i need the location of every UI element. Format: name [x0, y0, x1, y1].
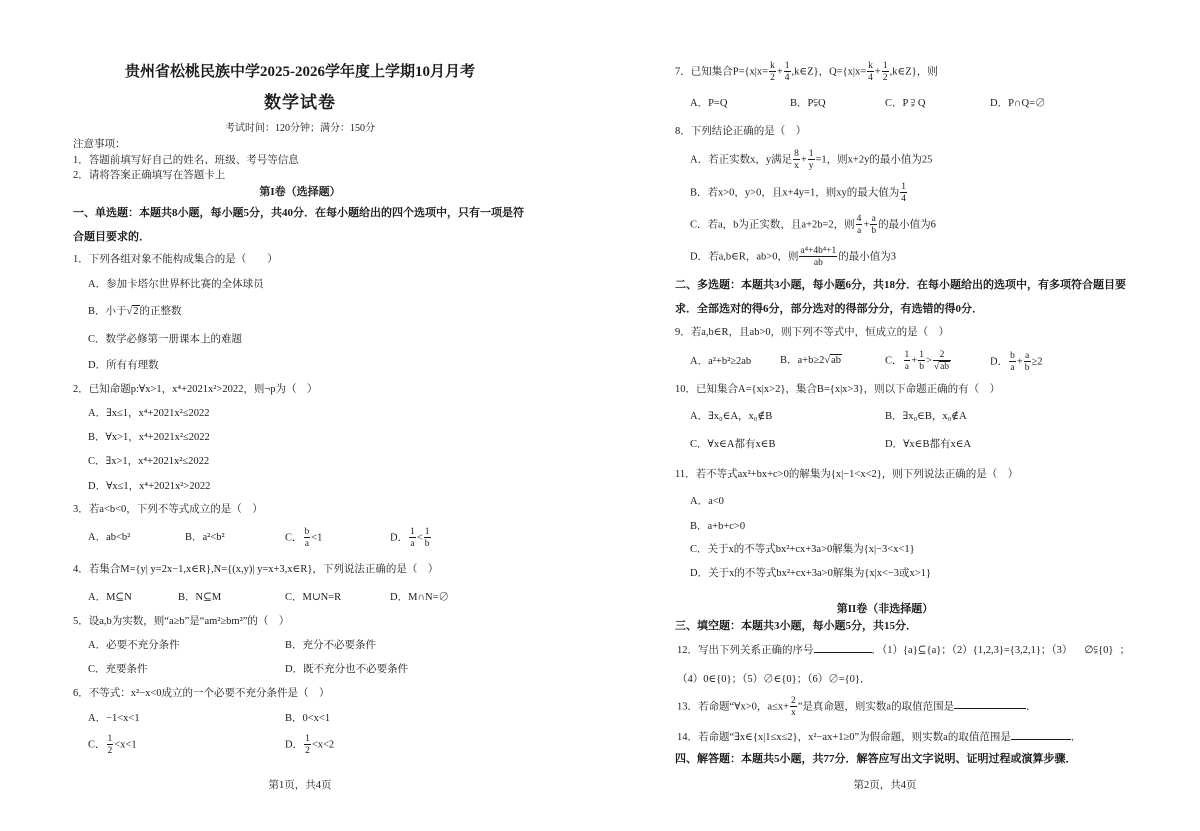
question-stem: 4．若集合M={y| y=2x−1,x∈R},N={(x,y)| y=x+3,x∈R}，下列说法正确的是（ ）	[73, 564, 439, 575]
question-stem	[675, 61, 938, 83]
denominator: b	[424, 539, 430, 549]
stem-text: 14．若命题“∃x∈{x|1≤x≤2}，x²−ax+1≥0”为假命题，则实数a的取值范围是	[677, 732, 1011, 743]
option-b: B．∃x₀∈B，x₀∉A	[885, 411, 967, 422]
square-root	[934, 362, 950, 372]
option-b	[88, 305, 182, 319]
option-b: B．N⊆M	[178, 592, 222, 603]
stem-text: 7．已知集合P={x|x=	[675, 66, 769, 78]
denominator: b	[919, 362, 924, 372]
denominator: y	[808, 161, 814, 171]
option-text: >	[925, 355, 932, 367]
denominator: x	[791, 708, 796, 718]
option-text: <1	[311, 532, 323, 544]
stem-text: ．	[1070, 732, 1082, 743]
denominator: a	[904, 362, 909, 372]
question-stem	[677, 728, 1081, 745]
question-stem	[677, 641, 1130, 658]
denominator: 4	[901, 194, 906, 204]
numerator: 1	[424, 527, 430, 537]
question-stem: 8．下列结论正确的是（ ）	[675, 126, 807, 137]
numerator: 4	[856, 214, 862, 224]
fraction	[799, 246, 837, 268]
fraction	[784, 61, 791, 83]
option-a: A．ab<b²	[88, 532, 131, 543]
option-a: A．必要不充分条件	[88, 640, 180, 651]
fraction	[882, 61, 889, 83]
page-footer: 第2页，共4页	[853, 780, 917, 791]
option-d	[390, 527, 432, 549]
stem-text: ．（1）{a}⊆{a}；（2）{1,2,3}={3,2,1}；（3）	[871, 645, 1073, 656]
stem-text: ”是真命题，则实数a的取值范围是	[797, 701, 955, 713]
question-stem: 1．下列各组对象不能构成集合的是（ ）	[73, 254, 278, 265]
option-text: <	[416, 532, 423, 544]
question-stem-continued: （4）0∈{0}；（5）∅∈{0}；（6）∅={0}．	[677, 674, 871, 685]
denominator: ab	[813, 258, 823, 268]
option-text: C．	[285, 532, 303, 544]
option-text: C．	[88, 739, 106, 751]
numerator: a	[871, 214, 876, 224]
denominator: a	[856, 226, 862, 236]
option-c	[885, 350, 952, 372]
option-a: A．P=Q	[690, 98, 728, 109]
fraction	[918, 350, 925, 372]
numerator: 1	[784, 61, 790, 71]
radicand: ab	[940, 362, 950, 372]
section-heading: 三、填空题：本题共3小题，每小题5分，共15分．	[675, 620, 917, 632]
numerator: 1	[919, 350, 924, 360]
stem-text: 12．写出下列关系正确的序号	[677, 645, 814, 656]
notice-item: 1．答题前填写好自己的姓名、班级、考号等信息	[73, 155, 299, 166]
option-c: C．P ⫌ Q	[885, 98, 926, 109]
denominator	[933, 361, 951, 372]
option-c	[285, 527, 322, 549]
section-heading: 一、单选题：本题共8小题，每小题5分，共40分．在每小题给出的四个选项中，只有一项是符	[73, 207, 524, 219]
numerator: 2	[933, 350, 951, 361]
option-text: 的正整数	[139, 306, 182, 317]
question-stem: 5．设a,b为实数，则“a≥b”是“am²≥bm²”的（ ）	[73, 616, 290, 627]
stem-text: 13．若命题“∀x>0，a≤x+	[677, 701, 790, 713]
option-c: C．数学必修第一册课本上的难题	[88, 334, 243, 345]
option-c: C．关于x的不等式bx²+cx+3a>0解集为{x|−3<x<1}	[690, 544, 915, 555]
question-stem	[677, 696, 1037, 718]
fraction	[793, 149, 800, 171]
numerator: 1	[410, 527, 415, 537]
fraction	[1024, 351, 1031, 373]
part-heading: 第I卷（选择题）	[259, 186, 341, 198]
option-d: D．P∩Q=∅	[990, 98, 1046, 109]
numerator: a⁴+4b⁴+1	[800, 246, 837, 256]
option-d: D．关于x的不等式bx²+cx+3a>0解集为{x|x<−3或x>1}	[690, 568, 932, 579]
numerator: 1	[305, 734, 310, 744]
option-text: 的最小值为6	[878, 219, 936, 231]
option-text: 的最小值为3	[838, 251, 897, 263]
answer-blank	[814, 641, 872, 653]
numerator: 1	[901, 182, 906, 192]
fraction	[1009, 351, 1016, 373]
numerator: 8	[794, 149, 799, 159]
option-text: <x<2	[311, 739, 335, 751]
option-text: +	[863, 219, 870, 231]
stem-text: ∅⫋{0}	[1084, 645, 1114, 656]
fraction	[304, 527, 311, 549]
option-b	[690, 182, 908, 204]
question-stem: 11．若不等式ax²+bx+c>0的解集为{x|−1<x<2}，则下列说法正确的是（ ）	[675, 469, 1019, 480]
stem-text: ,k∈Z}，Q={x|x=	[791, 66, 867, 78]
denominator: b	[871, 226, 877, 236]
radical-sign: √	[933, 362, 940, 372]
option-c	[690, 214, 936, 236]
option-text: C．	[885, 355, 903, 367]
fraction	[870, 214, 877, 236]
option-d	[285, 734, 334, 756]
numerator: b	[304, 527, 310, 537]
numerator: a	[1025, 351, 1030, 361]
fraction	[409, 527, 416, 549]
option-b	[780, 354, 842, 368]
stem-text: +	[874, 66, 881, 78]
option-c: C．∃x>1，x⁴+2021x²≤2022	[88, 456, 210, 467]
stem-text: ．	[1026, 701, 1037, 713]
section-heading-continued: 求．全部选对的得6分，部分选对的得部分分，有选错的得0分．	[675, 303, 983, 315]
section-heading-continued: 合题目要求的．	[73, 231, 150, 243]
denominator: 4	[784, 73, 790, 83]
part-heading: 第II卷（非选择题）	[836, 603, 934, 615]
option-text: A．若正实数x，y满足	[690, 154, 793, 166]
denominator: 4	[868, 73, 873, 83]
fraction	[933, 350, 951, 372]
option-d	[990, 351, 1043, 373]
denominator: 2	[305, 746, 310, 756]
option-b: B．∀x>1，x⁴+2021x²≤2022	[88, 432, 210, 443]
option-text: =1，则x+2y的最小值为25	[815, 154, 933, 166]
section-heading: 四、解答题：本题共5小题，共77分．解答应写出文字说明、证明过程或演算步骤．	[675, 753, 1077, 765]
numerator: k	[868, 61, 873, 71]
numerator: 1	[808, 149, 814, 159]
option-d: D．∀x≤1，x⁴+2021x²>2022	[88, 481, 211, 492]
option-text: +	[1016, 356, 1023, 368]
option-a: A．参加卡塔尔世界杯比赛的全体球员	[88, 279, 264, 290]
option-a: A．−1<x<1	[88, 713, 140, 724]
option-c: C．充要条件	[88, 664, 148, 675]
option-text: B．a+b≥2	[780, 355, 825, 366]
fraction	[808, 149, 815, 171]
option-text: +	[800, 154, 807, 166]
option-d: D．∀x∈B都有x∈A	[885, 439, 972, 450]
option-text: D．	[990, 356, 1009, 368]
denominator: x	[794, 161, 799, 171]
denominator: a	[304, 539, 309, 549]
option-d	[690, 246, 896, 268]
exam-title: 贵州省松桃民族中学2025-2026学年度上学期10月月考	[125, 64, 475, 80]
option-b: B．a+b+c>0	[690, 521, 746, 532]
option-a: A．M⊆N	[88, 592, 132, 603]
notice-heading: 注意事项：	[73, 139, 126, 150]
fraction	[304, 734, 311, 756]
exam-subtitle: 数学试卷	[264, 93, 336, 112]
fraction	[900, 182, 907, 204]
radical-sign: √	[824, 355, 831, 366]
numerator: 1	[882, 61, 888, 71]
numerator: 2	[791, 696, 796, 706]
option-a: A．a<0	[690, 496, 724, 507]
denominator: a	[1010, 363, 1015, 373]
option-a: A．a²+b²≥2ab	[690, 356, 752, 367]
question-stem: 2．已知命题p:∀x>1，x⁴+2021x²>2022，则¬p为（ ）	[73, 384, 318, 395]
option-a: A．∃x≤1，x⁴+2021x²≤2022	[88, 408, 210, 419]
option-text: B．小于	[88, 306, 127, 317]
option-a	[690, 149, 932, 171]
square-root	[127, 305, 140, 319]
section-heading: 二、多选题：本题共3小题，每小题6分，共18分．在每小题给出的选项中，有多项符合题目要	[675, 279, 1126, 291]
question-stem: 3．若a<b<0，下列不等式成立的是（ ）	[73, 504, 263, 515]
option-text: D．	[285, 739, 304, 751]
option-text: D．	[390, 532, 409, 544]
fraction	[790, 696, 797, 718]
answer-blank	[954, 697, 1026, 709]
option-c: C．∀x∈A都有x∈B	[690, 439, 776, 450]
numerator: b	[1010, 351, 1015, 361]
denominator: a	[410, 539, 415, 549]
option-c: C．M∪N=R	[285, 592, 342, 603]
option-text: +	[911, 355, 918, 367]
stem-text: +	[776, 66, 783, 78]
option-d: D．所有有理数	[88, 360, 159, 371]
fraction	[107, 734, 114, 756]
option-b: B．充分不必要条件	[285, 640, 377, 651]
option-c	[88, 734, 137, 756]
exam-info: 考试时间：120分钟；满分：150分	[225, 123, 375, 134]
option-d: D．M∩N=∅	[390, 592, 450, 603]
denominator: b	[1024, 363, 1030, 373]
question-stem: 9．若a,b∈R，且ab>0，则下列不等式中，恒成立的是（ ）	[675, 327, 950, 338]
option-text: B．若x>0，y>0，且x+4y=1，则xy的最大值为	[690, 187, 900, 199]
question-stem: 10．已知集合A={x|x>2}，集合B={x|x>3}，则以下命题正确的有（ ）	[675, 384, 1001, 395]
numerator: k	[770, 61, 775, 71]
question-stem: 6．不等式：x²−x<0成立的一个必要不充分条件是（ ）	[73, 688, 330, 699]
denominator: 2	[107, 746, 113, 756]
radicand: ab	[831, 355, 842, 366]
radical-sign: √	[126, 306, 133, 317]
stem-text: ,k∈Z}，则	[889, 66, 938, 78]
radicand: 2	[133, 306, 139, 317]
stem-text: ；	[1119, 645, 1130, 656]
page-footer: 第1页，共4页	[268, 780, 332, 791]
option-a: A．∃x₀∈A，x₀∉B	[690, 411, 773, 422]
denominator: 2	[882, 73, 888, 83]
square-root	[824, 354, 842, 368]
option-b: B．a²<b²	[185, 532, 225, 543]
option-b: B．0<x<1	[285, 713, 331, 724]
fraction	[769, 61, 776, 83]
fraction	[856, 214, 863, 236]
option-text: <x<1	[114, 739, 137, 751]
numerator: 1	[904, 350, 910, 360]
option-text: C．若a，b为正实数，且a+2b=2，则	[690, 219, 855, 231]
option-text: ≥2	[1031, 356, 1043, 368]
fraction	[867, 61, 874, 83]
option-d: D．既不充分也不必要条件	[285, 664, 409, 675]
numerator: 1	[107, 734, 113, 744]
fraction	[424, 527, 431, 549]
option-b: B．P⫋Q	[790, 98, 826, 109]
answer-blank	[1011, 728, 1071, 740]
notice-item: 2．请将答案正确填写在答题卡上	[73, 170, 226, 181]
option-text: D．若a,b∈R，ab>0，则	[690, 251, 799, 263]
denominator: 2	[770, 73, 775, 83]
fraction	[904, 350, 911, 372]
